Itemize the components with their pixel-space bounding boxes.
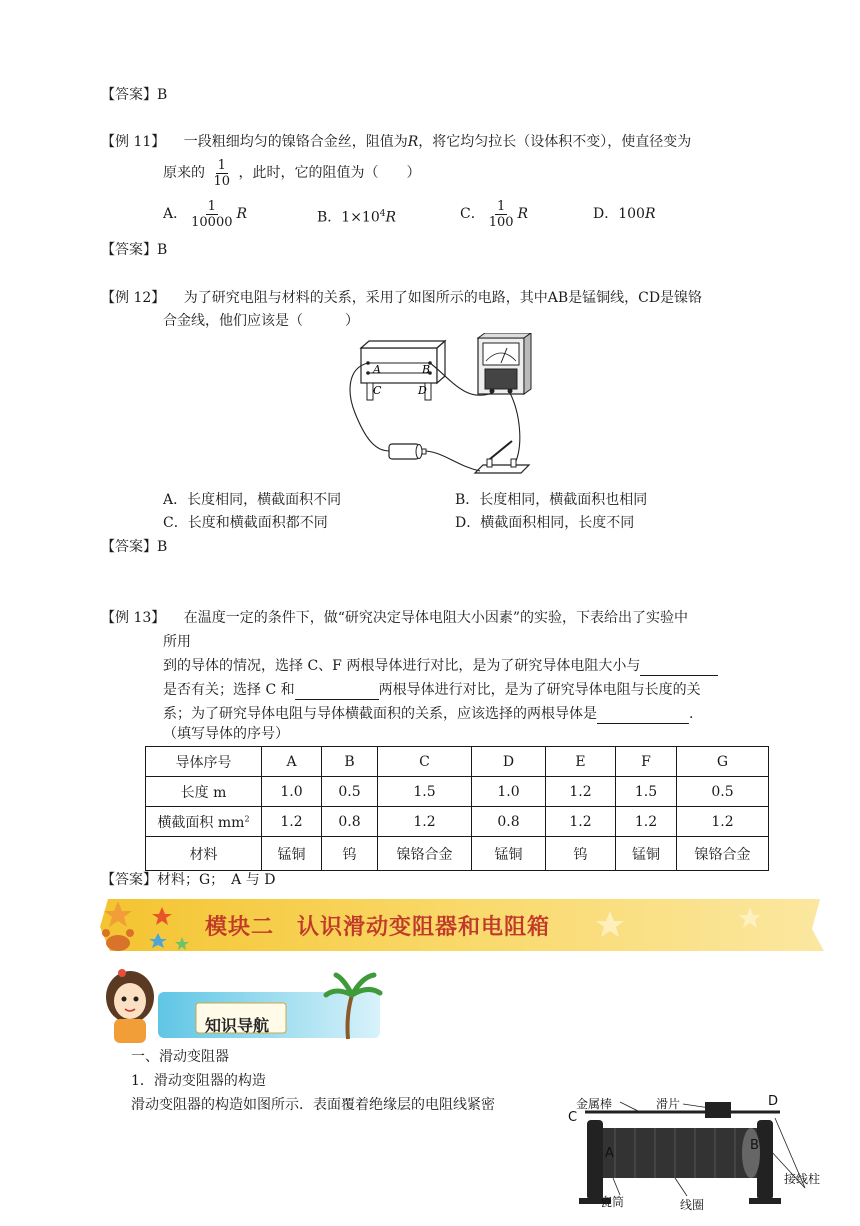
option-c xyxy=(460,196,528,232)
example-13-line-5 xyxy=(163,704,693,724)
table-cell: 1.5 xyxy=(378,777,472,807)
label-slider: 滑片 xyxy=(656,1097,681,1111)
label-c: C xyxy=(568,1110,578,1125)
example-11-text-2: ，将它均匀拉长（设体积不变），使直径变为 xyxy=(418,134,692,150)
table-cell: 1.2 xyxy=(262,807,322,837)
module-title: 模块二 认识滑动变阻器和电阻箱 xyxy=(205,915,551,940)
label-d: D xyxy=(768,1094,779,1109)
section-subheading: 1．滑动变阻器的构造 xyxy=(131,1073,266,1089)
table-cell: 1.2 xyxy=(378,807,472,837)
answer-line-prev xyxy=(101,85,167,105)
example-12-option-a: A．长度相同，横截面积不同 xyxy=(163,492,342,508)
answer-line-13 xyxy=(101,870,275,890)
table-cell: G xyxy=(677,747,769,777)
option-b xyxy=(317,196,396,236)
table-cell: 0.8 xyxy=(472,807,546,837)
example-13-text-3: 到的导体的情况，选择 C、F 两根导体进行对比，是为了研究导体电阻大小与 xyxy=(163,658,641,674)
table-cell: 1.2 xyxy=(616,807,677,837)
table-cell: 1.2 xyxy=(677,807,769,837)
example-11-line-2 xyxy=(163,155,420,191)
answer-label: 【答案】 xyxy=(101,539,157,555)
table-row-length xyxy=(146,777,769,807)
example-12-text-1: 为了研究电阻与材料的关系，采用了如图所示的电路，其中AB是锰铜线，CD是镍铬 xyxy=(183,290,703,306)
example-11-line-1 xyxy=(101,132,691,152)
battery-icon xyxy=(389,444,426,459)
var-r: R xyxy=(407,134,419,150)
example-13-label: 【例 13】 xyxy=(101,610,166,626)
example-13-text-5b: . xyxy=(689,706,694,722)
example-12-option-c: C．长度和横截面积都不同 xyxy=(163,515,328,531)
blank-2 xyxy=(295,686,379,700)
example-13-line-2: 所用 xyxy=(163,634,191,650)
option-d-label: D． xyxy=(593,206,619,222)
frac-num: 1 xyxy=(496,198,506,214)
blank-3 xyxy=(597,710,689,724)
table-cell: E xyxy=(546,747,616,777)
example-13-line-6: （填写导体的序号） xyxy=(163,726,289,742)
option-a-label: A． xyxy=(163,206,188,222)
answer-line-11 xyxy=(101,240,167,260)
example-12-line-2 xyxy=(163,311,359,331)
label-b: B xyxy=(422,363,431,376)
table-cell: 锰铜 xyxy=(616,837,677,871)
table-cell: 1.5 xyxy=(616,777,677,807)
example-13-line-3 xyxy=(163,656,718,676)
label-a: A xyxy=(373,363,381,376)
frac-num: 1 xyxy=(207,198,216,214)
table-cell: 锰铜 xyxy=(472,837,546,871)
label-d: D xyxy=(418,384,427,397)
table-cell: 0.5 xyxy=(322,777,378,807)
var-r: R xyxy=(236,206,248,222)
area-label-sup: 2 xyxy=(244,813,250,823)
option-d xyxy=(593,196,656,232)
ammeter-icon xyxy=(478,333,531,394)
example-13-text-5a: 系；为了研究导体电阻与导体横截面积的关系，应该选择的两根导体是 xyxy=(163,706,597,722)
table-row-header xyxy=(146,747,769,777)
section-heading: 一、滑动变阻器 xyxy=(131,1049,229,1065)
table-row-label: 材料 xyxy=(146,837,262,871)
table-row-material xyxy=(146,837,769,871)
conductor-table xyxy=(145,746,769,871)
option-b-text: 1×10 xyxy=(341,209,380,226)
var-r: R xyxy=(385,209,397,226)
example-12-option-b: B．长度相同，横截面积也相同 xyxy=(455,492,648,508)
label-terminal: 接线柱 xyxy=(784,1172,821,1186)
answer-value: B xyxy=(157,242,168,258)
label-c: C xyxy=(373,384,382,397)
label-b: B xyxy=(750,1138,759,1153)
example-12-label: 【例 12】 xyxy=(101,290,166,306)
table-cell: F xyxy=(616,747,677,777)
option-b-label: B． xyxy=(317,209,342,226)
table-cell: 1.2 xyxy=(546,807,616,837)
table-cell: 镍铬合金 xyxy=(677,837,769,871)
label-metal-rod: 金属棒 xyxy=(576,1097,613,1111)
table-cell: 0.8 xyxy=(322,807,378,837)
table-cell: 1.0 xyxy=(262,777,322,807)
example-11-label: 【例 11】 xyxy=(101,134,166,150)
switch-icon xyxy=(475,441,529,473)
table-cell: 锰铜 xyxy=(262,837,322,871)
example-13-line-1 xyxy=(101,608,688,628)
example-13-text-4b: 两根导体进行对比，是为了研究导体电阻与长度的关 xyxy=(378,682,701,698)
table-cell: C xyxy=(378,747,472,777)
table-row-label xyxy=(146,807,262,837)
example-13-text-1: 在温度一定的条件下，做“研究决定导体电阻大小因素”的实验，下表给出了实验中 xyxy=(183,610,689,626)
label-coil: 线圈 xyxy=(680,1198,705,1212)
option-c-fraction xyxy=(487,199,516,230)
frac-den: 10 xyxy=(213,173,230,189)
table-cell: 钨 xyxy=(546,837,616,871)
answer-value: 材料；G； A 与 D xyxy=(157,872,276,888)
option-a xyxy=(163,196,247,232)
area-label-text: 横截面积 mm xyxy=(157,814,245,831)
girl-avatar-icon xyxy=(106,969,154,1043)
answer-label: 【答案】 xyxy=(101,242,157,258)
circuit-diagram xyxy=(345,333,545,483)
option-a-fraction xyxy=(189,199,234,230)
answer-label: 【答案】 xyxy=(101,872,157,888)
option-d-text: 100 xyxy=(618,206,645,222)
blank-1 xyxy=(640,662,718,676)
table-cell: 镍铬合金 xyxy=(378,837,472,871)
table-cell: 1.2 xyxy=(546,777,616,807)
table-cell: 钨 xyxy=(322,837,378,871)
fraction-one-tenth xyxy=(211,158,232,189)
frac-den: 100 xyxy=(488,214,514,230)
example-11-text-1: 一段粗细均匀的镍铬合金丝，阻值为 xyxy=(183,134,408,150)
table-cell: D xyxy=(472,747,546,777)
var-r: R xyxy=(644,206,656,222)
knowledge-nav-title: 知识导航 xyxy=(205,1016,270,1035)
frac-den: 10000 xyxy=(191,214,233,230)
var-r: R xyxy=(517,206,529,222)
table-row-label: 导体序号 xyxy=(146,747,262,777)
table-row-area xyxy=(146,807,769,837)
frac-num: 1 xyxy=(217,157,226,173)
example-13-line-4 xyxy=(163,680,701,700)
table-cell: B xyxy=(322,747,378,777)
example-12-option-d: D．横截面积相同，长度不同 xyxy=(455,515,635,531)
table-cell: A xyxy=(262,747,322,777)
answer-value: B xyxy=(157,539,168,555)
table-row-label: 长度 m xyxy=(146,777,262,807)
answer-label: 【答案】 xyxy=(101,87,157,103)
example-13-text-4a: 是否有关；选择 C 和 xyxy=(163,682,295,698)
example-11-text-3: 原来的 xyxy=(163,165,205,181)
table-cell: 0.5 xyxy=(677,777,769,807)
example-12-line-1 xyxy=(101,288,702,308)
answer-value: B xyxy=(157,87,168,103)
option-c-label: C． xyxy=(460,206,485,222)
label-porcelain-tube: 瓷筒 xyxy=(600,1195,625,1209)
example-12-text-2: 合金线，他们应该是（ ） xyxy=(163,313,359,329)
section-body: 滑动变阻器的构造如图所示．表面覆着绝缘层的电阻线紧密 xyxy=(131,1097,495,1113)
label-a: A xyxy=(605,1146,614,1161)
option-b-exp: 4 xyxy=(379,209,386,219)
table-cell: 1.0 xyxy=(472,777,546,807)
answer-line-12 xyxy=(101,537,167,557)
example-11-text-4: ，此时，它的阻值为（ ） xyxy=(238,165,421,181)
